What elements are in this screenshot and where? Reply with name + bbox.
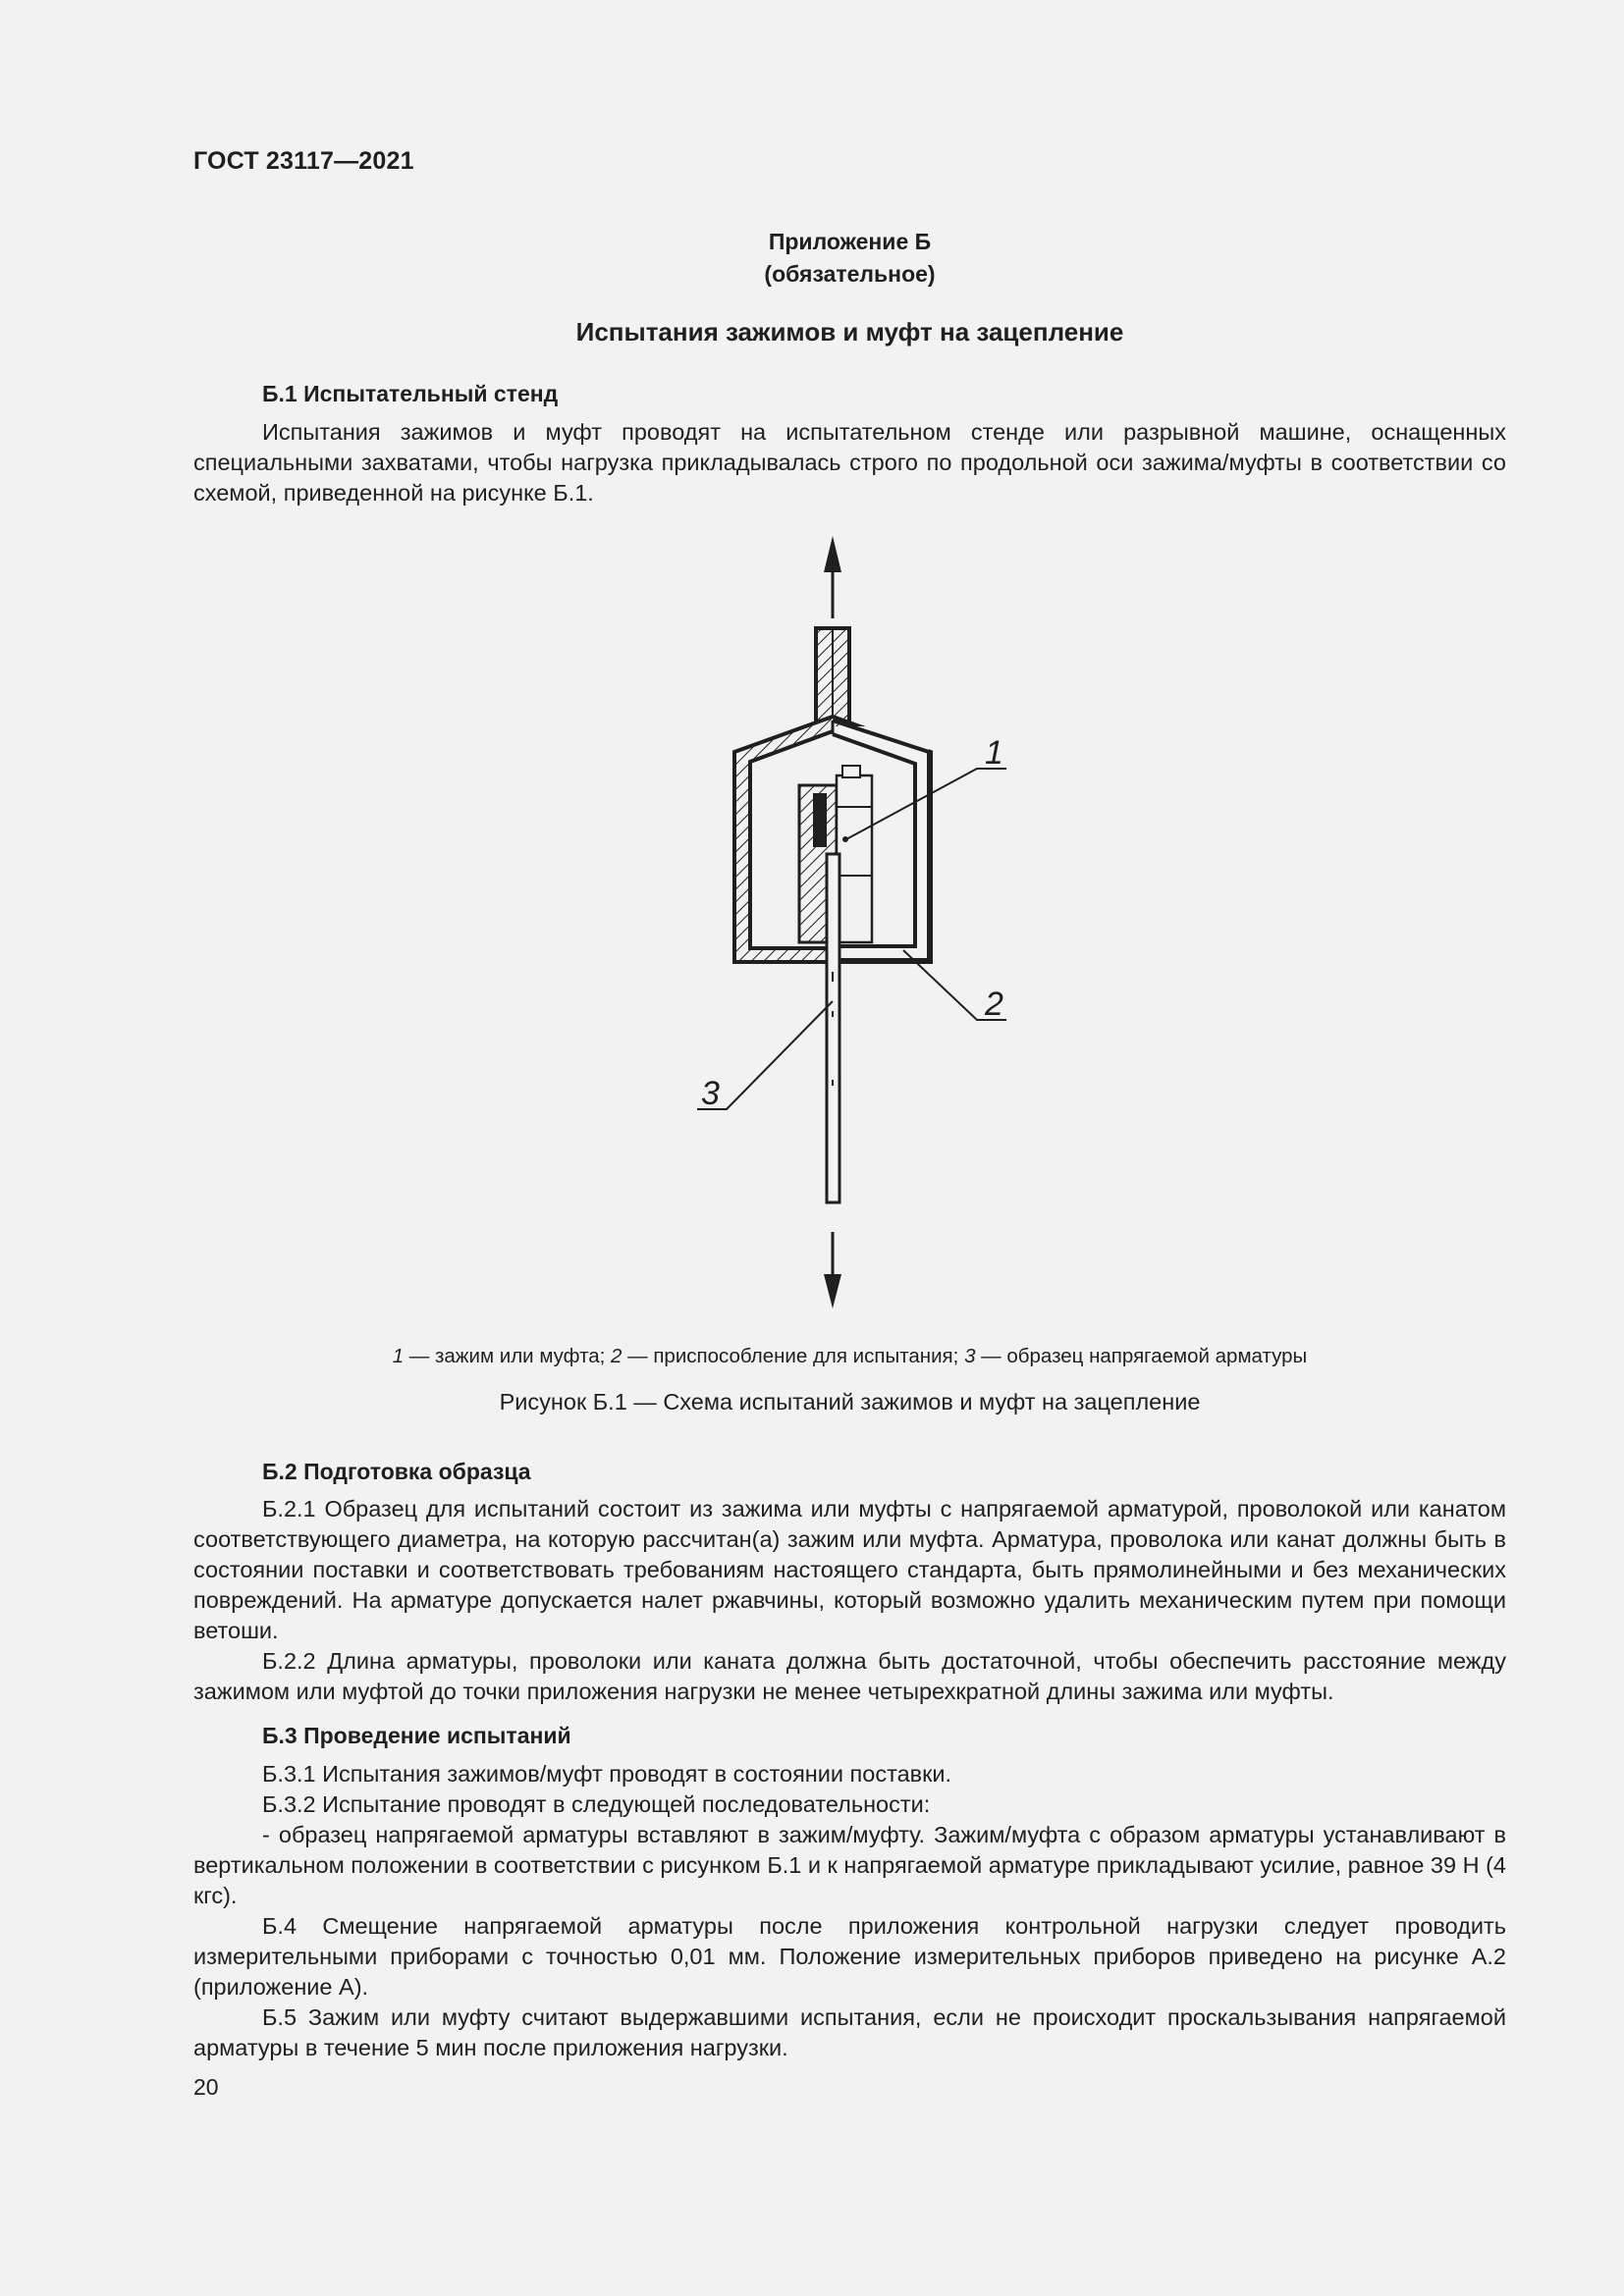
figure-legend (193, 1345, 1506, 1368)
b5-paragraph: Б.5 Зажим или муфту считают выдержавшими испытания, если не происходит проскальзывания напрягаемой арматуры в течение 5 мин после приложения нагрузки. (193, 2004, 1506, 2060)
figure-caption: Рисунок Б.1 — Схема испытаний зажимов и муфт на зацепление (499, 1389, 1201, 1415)
page-number: 20 (193, 2074, 219, 2100)
appendix-subtitle: (обязательное) (764, 261, 936, 287)
appendix-heading (193, 226, 1506, 291)
b1-heading: Б.1 Испытательный стенд (262, 381, 559, 406)
legend-text-2: — приспособление для испытания; (622, 1345, 965, 1367)
b2-heading: Б.2 Подготовка образца (262, 1459, 531, 1484)
downward-load-arrow (824, 1232, 841, 1308)
upward-load-arrow (824, 536, 841, 618)
b1-paragraph: Испытания зажимов и муфт проводят на испытательном стенде или разрывной машине, оснащенных специальными захватами, чтобы нагрузка прикладывалась строго по продольной оси зажима/муфты в соответствии со схемой, приведенной на рисунке Б.1. (193, 419, 1506, 506)
b4-paragraph: Б.4 Смещение напрягаемой арматуры после приложения контрольной нагрузки следует проводить измерительными приборами с точностью 0,01 мм. Положение измерительных приборов приведено на рисунке А.2 (приложение А). (193, 1913, 1506, 2000)
label-sample: 3 (701, 1075, 720, 1112)
b2-paragraph-1: Б.2.1 Образец для испытаний состоит из зажима или муфты с напрягаемой арматурой, проволокой или канатом соответствующего диаметра, на которую рассчитан(а) зажим или муфта. Арматура, проволока или канат должны быть в состоянии поставки и соответствовать требованиям настоящего стандарта, быть прямолинейными и без механических повреждений. На арматуре допускается налет ржавчины, который возможно удалить механическим путем при помощи ветоши. (193, 1496, 1506, 1643)
tendon-sample (827, 854, 839, 1202)
test-scheme-figure (628, 530, 1060, 1315)
upper-grip-rod (816, 628, 849, 721)
document-code-header: ГОСТ 23117—2021 (193, 147, 414, 175)
label-clamp: 1 (985, 734, 1003, 772)
b3-paragraph-1: Б.3.1 Испытания зажимов/муфт проводят в состоянии поставки. (262, 1761, 952, 1787)
b3-paragraph-2: Б.3.2 Испытание проводят в следующей последовательности: (262, 1791, 931, 1817)
legend-num-1: 1 (392, 1345, 405, 1367)
legend-num-2: 2 (611, 1345, 623, 1367)
section-title: Испытания зажимов и муфт на зацепление (575, 317, 1124, 347)
b3-heading: Б.3 Проведение испытаний (262, 1723, 571, 1748)
legend-text-3: — образец напрягаемой арматуры (975, 1345, 1308, 1367)
legend-text-1: — зажим или муфта; (404, 1345, 612, 1367)
b2-paragraph-2: Б.2.2 Длина арматуры, проволоки или каната должна быть достаточной, чтобы обеспечить расстояние между зажимом или муфтой до точки приложения нагрузки не менее четырехкратной длины зажима или муфты. (193, 1648, 1506, 1704)
appendix-title: Приложение Б (768, 229, 932, 254)
b3-paragraph-3: - образец напрягаемой арматуры вставляют в зажим/муфту. Зажим/муфта с образом арматуры устанавливают в вертикальном положении в соответствии с рисунком Б.1 и к напрягаемой арматуре прикладывают усилие, равное 39 Н (4 кгс). (193, 1822, 1506, 1908)
label-fixture: 2 (985, 986, 1003, 1023)
legend-num-3: 3 (964, 1345, 976, 1367)
